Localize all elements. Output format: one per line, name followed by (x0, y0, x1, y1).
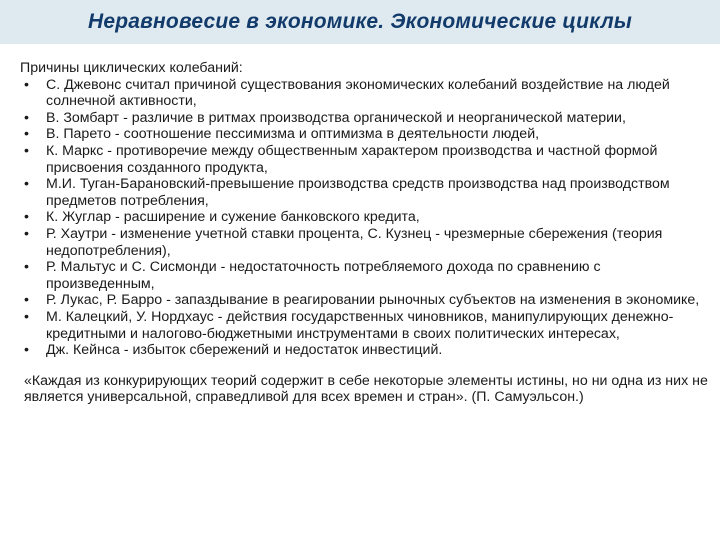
list-item (20, 309, 708, 342)
list-item-text: К. Маркс - противоречие между общественным характером производства и частной формой присвоения созданного продукта, (46, 142, 658, 176)
list-item-text: Дж. Кейнса - избыток сбережений и недостаток инвестиций. (46, 342, 443, 359)
list-item (20, 342, 708, 359)
slide-header (0, 0, 720, 44)
bullet-icon: • (24, 308, 29, 325)
bullet-icon: • (24, 142, 29, 159)
bullet-icon: • (24, 342, 29, 359)
intro-text: Причины циклических колебаний: (20, 60, 243, 76)
list-item-text: Р. Мальтус и С. Сисмонди - недостаточность потребляемого дохода по сравнению с произведенным, (46, 259, 601, 292)
list-item (20, 292, 708, 309)
list-item-text: М. Калецкий, У. Нордхаус - действия государственных чиновников, манипулирующих денежно-кредитными и налогово-бюджетными инструментами в своих политических интересах, (46, 308, 674, 342)
samuelson-quote: «Каждая из конкурирующих теорий содержит в себе некоторые элементы истины, но ни одна из них не является универсальной, справедливой для всех времен и стран». (П. Самуэльсон.) (24, 372, 708, 406)
list-item-text: Р. Лукас, Р. Барро - запаздывание в реагировании рыночных субъектов на изменения в экономике, (46, 292, 700, 309)
list-item-text: В. Зомбарт - различие в ритмах производства органической и неорганической материи, (46, 109, 626, 126)
bullet-icon: • (24, 292, 29, 309)
bullet-icon: • (24, 76, 29, 93)
bullet-icon: • (24, 209, 29, 226)
list-item (20, 259, 708, 292)
causes-list (20, 77, 708, 359)
list-item (20, 77, 708, 110)
list-item (20, 226, 708, 259)
list-item (20, 209, 708, 226)
list-item-text: К. Жуглар - расширение и сужение банковского кредита, (46, 209, 420, 226)
list-item-text: В. Парето - соотношение пессимизма и оптимизма в деятельности людей, (46, 126, 540, 143)
bullet-icon: • (24, 259, 29, 276)
list-item-text: М.И. Туган-Барановский-превышение производства средств производства над производством предметов потребления, (46, 176, 670, 209)
bullet-icon: • (24, 225, 29, 242)
bullet-icon: • (24, 126, 29, 143)
slide-body (20, 60, 708, 406)
bullet-icon: • (24, 109, 29, 126)
list-item (20, 176, 708, 209)
slide-title: Неравновесие в экономике. Экономические циклы (88, 10, 632, 33)
bullet-icon: • (24, 176, 29, 193)
list-item (20, 143, 708, 176)
list-item-text: Р. Хаутри - изменение учетной ставки процента, С. Кузнец - чрезмерные сбережения (теория недопотребления), (46, 225, 663, 259)
list-item (20, 110, 708, 127)
list-item (20, 126, 708, 143)
list-item-text: С. Джевонс считал причиной существования экономических колебаний воздействие на людей солнечной активности, (46, 76, 670, 110)
